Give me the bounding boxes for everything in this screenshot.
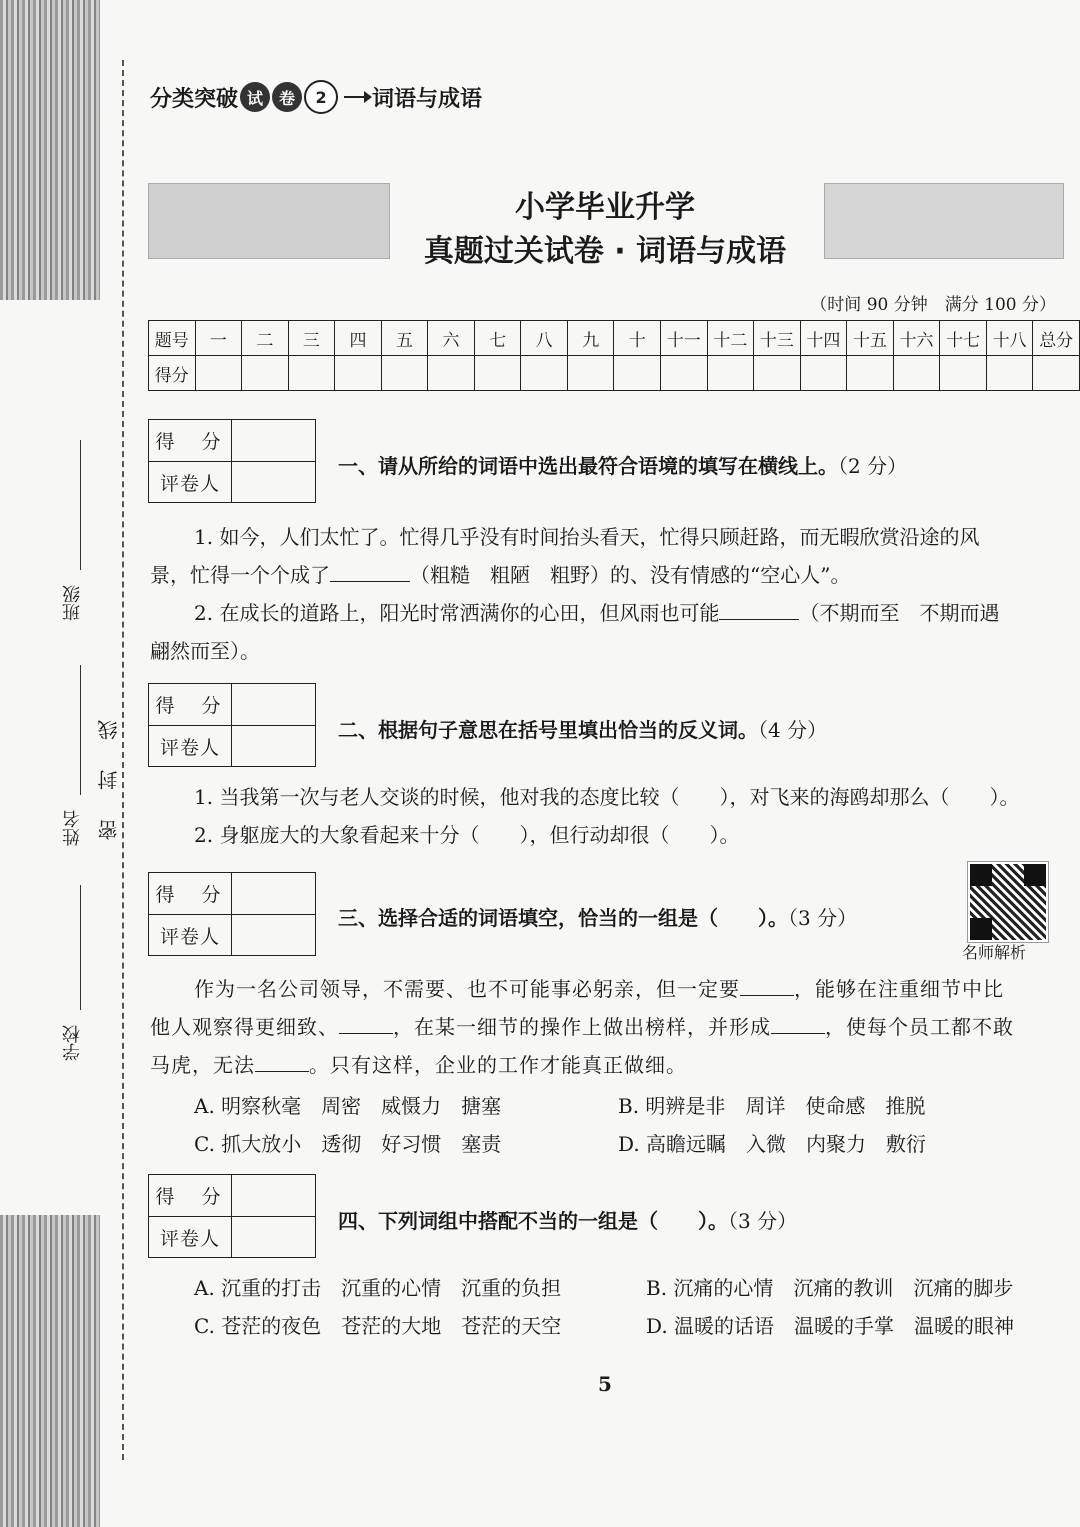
- q3-passage-line2: [150, 1008, 1065, 1046]
- q3-text: ，在某一细节的操作上做出榜样，并形成: [393, 1015, 771, 1039]
- q2-item2: 2. 身躯庞大的大象看起来十分（ ），但行动却很（ ）。: [194, 823, 740, 847]
- q1-item2-text: 2. 在成长的道路上，阳光时常洒满你的心田，但风雨也可能: [194, 601, 720, 625]
- q4-option-d[interactable]: D. 温暖的话语 温暖的手掌 温暖的眼神: [646, 1314, 1015, 1338]
- column-header: 十七: [940, 321, 987, 356]
- score-label: 得 分: [149, 1175, 232, 1216]
- grader-field[interactable]: [232, 1217, 315, 1258]
- score-label: 得 分: [149, 684, 232, 725]
- answer-blank[interactable]: [740, 973, 794, 996]
- score-cell[interactable]: [754, 356, 801, 391]
- q4-score-box: [148, 1174, 316, 1258]
- q3-option-d[interactable]: D. 高瞻远瞩 入微 内聚力 敷衍: [618, 1132, 927, 1156]
- score-table-score-row: [149, 356, 1080, 391]
- q1-item1: [150, 518, 1065, 670]
- score-cell[interactable]: [707, 356, 754, 391]
- page-title-line2: 真题过关试卷 · 词语与成语: [423, 234, 787, 269]
- column-header: 六: [428, 321, 475, 356]
- grader-label: 评卷人: [149, 462, 232, 503]
- q4-option-b[interactable]: B. 沉痛的心情 沉痛的教训 沉痛的脚步: [646, 1276, 1014, 1300]
- column-header: 八: [521, 321, 568, 356]
- category-label: 分类突破: [150, 86, 239, 112]
- score-row-label: 题号: [149, 321, 196, 356]
- q2-score-box: [148, 683, 316, 767]
- score-cell[interactable]: [381, 356, 428, 391]
- score-cell[interactable]: [567, 356, 614, 391]
- q2-item1: 1. 当我第一次与老人交谈的时候，他对我的态度比较（ ），对飞来的海鸥却那么（ ）。: [194, 785, 1020, 809]
- seal-line-label: 密封线: [97, 690, 121, 840]
- score-cell[interactable]: [428, 356, 475, 391]
- q1-item1-text: 景，忙得一个个成了: [150, 563, 330, 587]
- score-row-label: 得分: [149, 356, 196, 391]
- q1-item2-line1: [150, 594, 1065, 632]
- q3-text: ，使每个员工都不敢: [825, 1015, 1014, 1039]
- q3-points: （3 分）: [788, 906, 858, 930]
- q1-item2-line2: 翩然而至）。: [150, 639, 260, 663]
- grader-field[interactable]: [232, 915, 315, 956]
- q1-item1-choices: （粗糙 粗陋 粗野）的、没有情感的“空心人”。: [410, 563, 851, 587]
- badge-char-2: 卷: [272, 82, 302, 112]
- q4-option-a[interactable]: A. 沉重的打击 沉重的心情 沉重的负担: [194, 1276, 562, 1300]
- badge-char-1: 试: [240, 82, 270, 112]
- score-table: [148, 320, 1080, 391]
- q3-text: 马虎，无法: [150, 1053, 255, 1077]
- class-label: 班级: [62, 585, 83, 621]
- q1-item1-line2: [150, 556, 1065, 594]
- score-cell[interactable]: [335, 356, 382, 391]
- score-cell[interactable]: [521, 356, 568, 391]
- score-cell[interactable]: [195, 356, 242, 391]
- name-label: 姓名: [62, 810, 83, 846]
- answer-blank[interactable]: [719, 597, 799, 620]
- qr-code-icon[interactable]: [968, 862, 1048, 942]
- q4-heading: [338, 1205, 797, 1234]
- score-cell[interactable]: [242, 356, 289, 391]
- q2-points: （4 分）: [758, 718, 828, 742]
- q3-text: 作为一名公司领导，不需要、也不可能事必躬亲，但一定要: [194, 977, 740, 1001]
- column-header: 五: [381, 321, 428, 356]
- column-header: 二: [242, 321, 289, 356]
- column-header: 十五: [847, 321, 894, 356]
- column-header: 四: [335, 321, 382, 356]
- class-line: [80, 440, 81, 570]
- q1-item1-line1: 1. 如今，人们太忙了。忙得几乎没有时间抬头看天，忙得只顾赶路，而无暇欣赏沿途的风: [194, 525, 980, 549]
- q3-text: 他人观察得更细致、: [150, 1015, 339, 1039]
- q3-heading: [338, 902, 857, 931]
- score-cell[interactable]: [893, 356, 940, 391]
- grader-field[interactable]: [232, 462, 315, 503]
- column-header: 十三: [754, 321, 801, 356]
- column-header: 十: [614, 321, 661, 356]
- q3-title: 三、选择合适的词语填空，恰当的一组是（ ）。: [338, 906, 788, 930]
- q3-score-box: [148, 872, 316, 956]
- grader-label: 评卷人: [149, 726, 232, 767]
- answer-blank[interactable]: [771, 1011, 825, 1034]
- q1-title: 一、请从所给的词语中选出最符合语境的填写在横线上。: [338, 454, 838, 478]
- column-header: 一: [195, 321, 242, 356]
- school-line: [80, 885, 81, 1010]
- column-header: 十二: [707, 321, 754, 356]
- q2-heading: [338, 714, 827, 743]
- q3-passage: [150, 970, 1065, 1084]
- q1-item2-choices: （不期而至 不期而遇: [799, 601, 1000, 625]
- score-cell[interactable]: [474, 356, 521, 391]
- score-cell[interactable]: [288, 356, 335, 391]
- column-header: 十六: [893, 321, 940, 356]
- column-header: 十四: [800, 321, 847, 356]
- page-title-line1: 小学毕业升学: [515, 190, 695, 225]
- q3-text: ，能够在注重细节中比: [794, 977, 1004, 1001]
- score-label: 得 分: [149, 873, 232, 914]
- q4-points: （3 分）: [728, 1209, 798, 1233]
- binding-strip-bottom: [0, 1215, 100, 1527]
- qr-label: 名师解析: [962, 943, 1027, 962]
- q3-passage-line1: [150, 970, 1065, 1008]
- score-cell[interactable]: [986, 356, 1033, 391]
- answer-blank[interactable]: [255, 1049, 309, 1072]
- q4-option-c[interactable]: C. 苍茫的夜色 苍茫的大地 苍茫的天空: [194, 1314, 562, 1338]
- q2-title: 二、根据句子意思在括号里填出恰当的反义词。: [338, 718, 758, 742]
- column-header: 总分: [1033, 321, 1080, 356]
- q4-title: 四、下列词组中搭配不当的一组是（ ）。: [338, 1209, 728, 1233]
- q3-option-a[interactable]: A. 明察秋毫 周密 威慑力 搪塞: [194, 1094, 502, 1118]
- grader-field[interactable]: [232, 726, 315, 767]
- score-label: 得 分: [149, 420, 232, 461]
- q2-items: [150, 778, 1080, 854]
- grader-label: 评卷人: [149, 915, 232, 956]
- q1-score-box: [148, 419, 316, 503]
- score-cell[interactable]: [614, 356, 661, 391]
- score-cell[interactable]: [800, 356, 847, 391]
- score-field[interactable]: [232, 1175, 315, 1216]
- column-header: 十一: [661, 321, 708, 356]
- score-field[interactable]: [232, 420, 315, 461]
- q3-option-b[interactable]: B. 明辨是非 周详 使命感 推脱: [618, 1094, 926, 1118]
- score-cell[interactable]: [1033, 356, 1080, 391]
- column-header: 三: [288, 321, 335, 356]
- score-cell[interactable]: [940, 356, 987, 391]
- column-header: 十八: [986, 321, 1033, 356]
- column-header: 七: [474, 321, 521, 356]
- column-header: 九: [567, 321, 614, 356]
- q1-heading: [338, 450, 907, 479]
- name-line: [80, 665, 81, 795]
- q3-option-c[interactable]: C. 抓大放小 透彻 好习惯 塞责: [194, 1132, 502, 1156]
- q3-text: 。只有这样，企业的工作才能真正做细。: [309, 1053, 687, 1077]
- score-cell[interactable]: [847, 356, 894, 391]
- page-number: 5: [598, 1372, 612, 1396]
- score-cell[interactable]: [661, 356, 708, 391]
- score-field[interactable]: [232, 873, 315, 914]
- q1-points: （2 分）: [838, 454, 908, 478]
- answer-blank[interactable]: [339, 1011, 393, 1034]
- topic-label: 词语与成语: [372, 86, 483, 112]
- score-field[interactable]: [232, 684, 315, 725]
- school-label: 学校: [62, 1025, 83, 1061]
- section-tag: [150, 80, 482, 114]
- time-note: （时间 90 分钟 满分 100 分）: [810, 295, 1056, 315]
- arrow-icon: [344, 96, 370, 98]
- answer-blank[interactable]: [330, 559, 410, 582]
- q3-passage-line3: [150, 1046, 1065, 1084]
- badge-number: 2: [304, 80, 338, 114]
- score-table-header-row: [149, 321, 1080, 356]
- grader-label: 评卷人: [149, 1217, 232, 1258]
